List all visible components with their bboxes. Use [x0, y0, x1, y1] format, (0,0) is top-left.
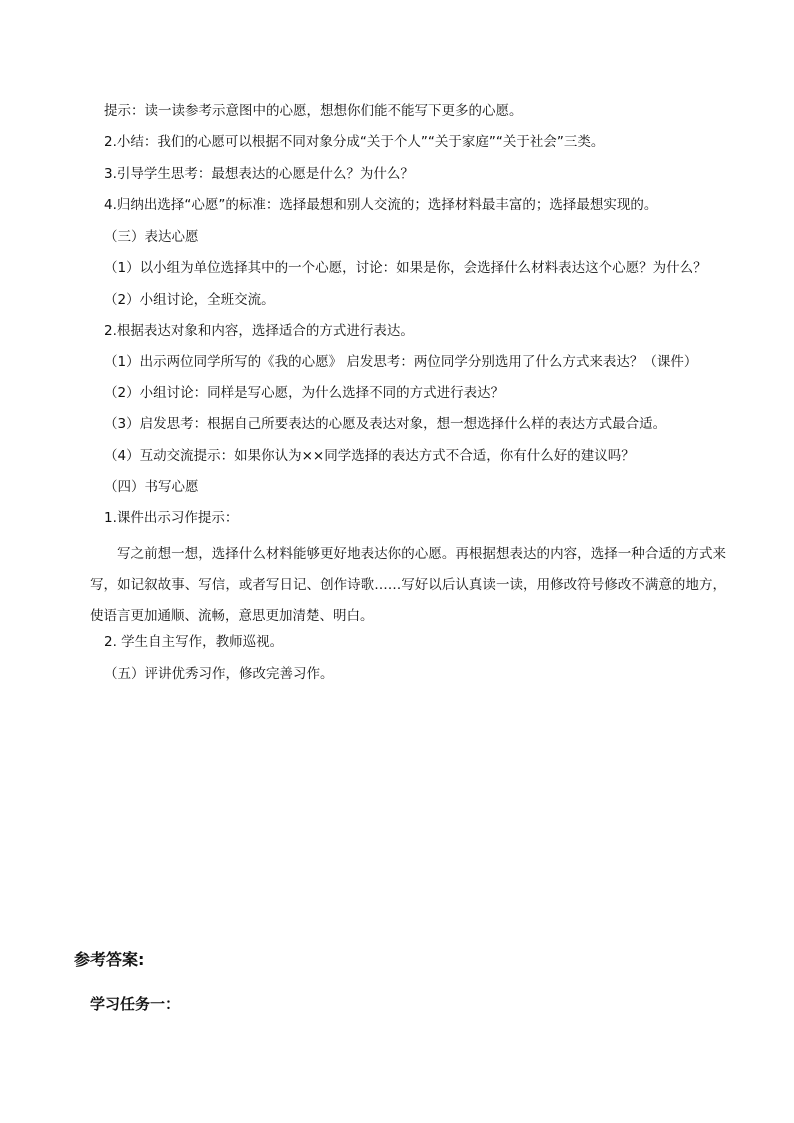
hint-line: 提示：读一读参考示意图中的心愿，想想你们能不能写下更多的心愿。: [104, 103, 523, 119]
section-heading-review: （五）评讲优秀习作，修改完善习作。: [104, 666, 334, 682]
choose-method-line: 2.根据表达对象和内容，选择适合的方式进行表达。: [104, 323, 414, 339]
self-writing-line: 2. 学生自主写作，教师巡视。: [104, 634, 284, 650]
group-discuss-line: （1）以小组为单位选择其中的一个心愿，讨论：如果是你，会选择什么材料表达这个心愿？为什么？: [104, 260, 707, 276]
show-examples-line: （1）出示两位同学所写的《我的心愿》 启发思考：两位同学分别选用了什么方式来表达？（课件）: [104, 354, 698, 370]
answer-title: 参考答案:: [74, 950, 145, 969]
class-exchange-line: （2）小组讨论，全班交流。: [104, 292, 275, 308]
section-heading-express: （三）表达心愿: [104, 229, 199, 245]
inspire-thinking-line: （3）启发思考：根据自己所要表达的心愿及表达对象，想一想选择什么样的表达方式最合适。: [104, 416, 667, 432]
courseware-hint-line: 1.课件出示习作提示：: [104, 510, 239, 526]
interactive-hint-line: （4）互动交流提示：如果你认为××同学选择的表达方式不合适，你有什么好的建议吗？: [104, 448, 635, 464]
task-title: 学习任务一：: [90, 995, 181, 1013]
summary-line: 2.小结：我们的心愿可以根据不同对象分成“关于个人”“关于家庭”“关于社会”三类。: [104, 134, 605, 150]
writing-tip-paragraph: 写之前想一想，选择什么材料能够更好地表达你的心愿。再根据想表达的内容，选择一种合适的方式来写，如记叙故事、写信，或者写日记、创作诗歌……写好以后认真读一读，用修改符号修改不满意的地方，使语言更加通顺、流畅，意思更加清楚、明白。: [90, 546, 726, 624]
guide-thinking-line: 3.引导学生思考：最想表达的心愿是什么？为什么？: [104, 166, 414, 182]
group-discuss-method-line: （2）小组讨论：同样是写心愿，为什么选择不同的方式进行表达？: [104, 385, 505, 401]
criteria-line: 4.归纳出选择“心愿”的标准：选择最想和别人交流的；选择材料最丰富的；选择最想实现的。: [104, 197, 658, 213]
section-heading-write: （四）书写心愿: [104, 479, 199, 495]
